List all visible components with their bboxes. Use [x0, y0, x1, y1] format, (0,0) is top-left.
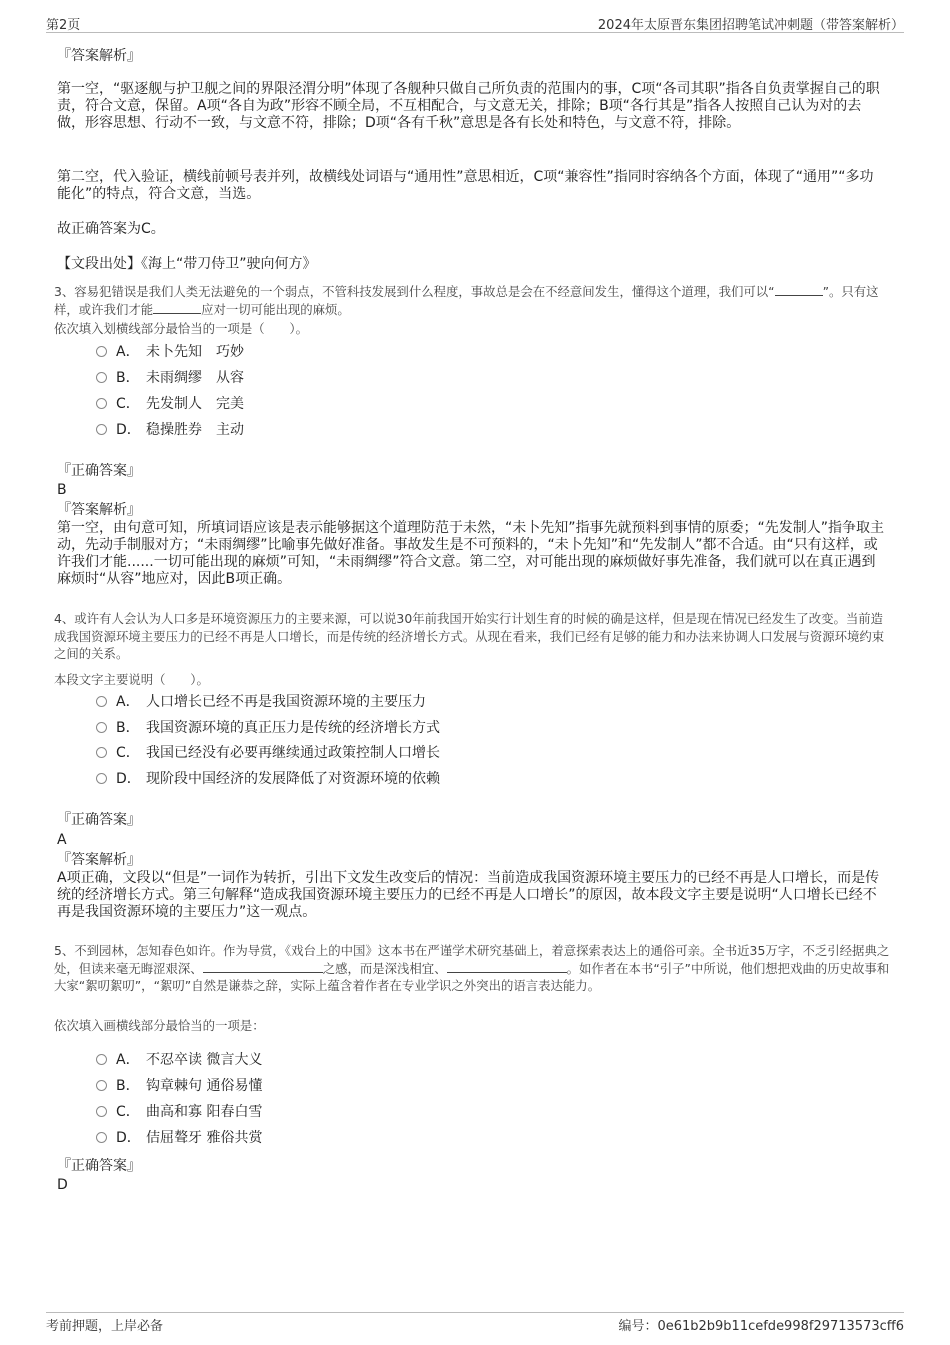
- q3-analysis-label: 『答案解析』: [57, 502, 141, 518]
- q5-option-d[interactable]: D． 佶屈聱牙 雅俗共赏: [96, 1128, 262, 1148]
- q3-option-d[interactable]: D． 稳操胜券 主动: [96, 420, 244, 440]
- radio-icon[interactable]: [96, 372, 107, 383]
- q4-analysis-label: 『答案解析』: [57, 852, 141, 868]
- radio-icon[interactable]: [96, 1132, 107, 1143]
- page-header: [46, 12, 904, 33]
- q5-option-a[interactable]: A． 不忍卒读 微言大义: [96, 1050, 262, 1070]
- radio-icon[interactable]: [96, 346, 107, 357]
- document-title: 2024年太原晋东集团招聘笔试冲刺题（带答案解析）: [597, 18, 904, 33]
- q5-stem: 5、不到园林，怎知春色如许。作为导赏，《戏台上的中国》这本书在严谨学术研究基础上，着意探索表达上的通俗可亲。全书近35万字，不乏引经据典之处，但读来毫无晦涩艰深、 之感，而是深浅相宜、 。如作者在本书“引子”中所说，他们想把戏曲的历史故事和大家“絮叨絮叨”，“絮叨”自然是谦恭之辞，实际上蕴含着作者在专业学识之外突出的语言表达能力。: [54, 943, 890, 993]
- radio-icon[interactable]: [96, 773, 107, 784]
- q4-stem: 4、或许有人会认为人口多是环境资源压力的主要来源，可以说30年前我国开始实行计划生育的时候的确是这样，但是现在情况已经发生了改变。当前造成我国资源环境主要压力的已经不再是人口增长，而是传统的经济增长方式。从现在看来，我们已经有足够的能力和办法来协调人口发展与资源环境约束之间的关系。: [54, 611, 885, 661]
- radio-icon[interactable]: [96, 696, 107, 707]
- q3-option-c[interactable]: C． 先发制人 完美: [96, 394, 244, 414]
- radio-icon[interactable]: [96, 424, 107, 435]
- q5-answer: D: [57, 1177, 68, 1193]
- q4-analysis: A项正确，文段以“但是”一词作为转折，引出下文发生改变后的情况：当前造成我国资源环境主要压力的已经不再是人口增长，而是传统的经济增长方式。第三句解释“造成我国资源环境主要压力的已经不再是人口增长”的原因，故本段文字主要是说明“人口增长已经不再是我国资源环境的主要压力”这一观点。: [57, 870, 880, 920]
- q5-answer-label: 『正确答案』: [57, 1158, 141, 1174]
- q2-source: 【文段出处】《海上“带刀侍卫”驶向何方》: [57, 256, 317, 272]
- q2-analysis-p1: 第一空，“驱逐舰与护卫舰之间的界限泾渭分明”体现了各舰种只做自己所负责的范围内的事，C项“各司其职”指各自负责掌握自己的职责，符合文意，保留。A项“各自为政”形容不顾全局，不互相配合，与文意无关，排除；B项“各行其是”指各人按照自己认为对的去做，形容思想、行动不一致，与文意不符，排除；D项“各有千秋”意思是各有长处和特色，与文意不符，排除。: [57, 81, 880, 131]
- q3-instruction: 依次填入划横线部分最恰当的一项是（ ）。: [54, 321, 309, 336]
- radio-icon[interactable]: [96, 1054, 107, 1065]
- q2-analysis-p2: 第二空，代入验证，横线前顿号表并列，故横线处词语与“通用性”意思相近，C项“兼容性”指同时容纳各个方面，体现了“通用”“多功能化”的特点，符合文意，当选。: [57, 169, 874, 202]
- radio-icon[interactable]: [96, 722, 107, 733]
- q4-option-a[interactable]: A． 人口增长已经不再是我国资源环境的主要压力: [96, 692, 426, 712]
- q5-option-c[interactable]: C． 曲高和寡 阳春白雪: [96, 1102, 262, 1122]
- footer-slogan: 考前押题，上岸必备: [46, 1319, 164, 1334]
- document-code: 编号：0e61b2b9b11cefde998f29713573cff6: [618, 1319, 904, 1334]
- radio-icon[interactable]: [96, 1106, 107, 1117]
- q5-option-b[interactable]: B． 钩章棘句 通俗易懂: [96, 1076, 262, 1096]
- q3-option-b[interactable]: B． 未雨绸缪 从容: [96, 368, 244, 388]
- q3-analysis: 第一空，由句意可知，所填词语应该是表示能够据这个道理防范于未然，“未卜先知”指事先就预料到事情的原委；“先发制人”指争取主动，先动手制服对方；“未雨绸缪”比喻事先做好准备。事故发生是不可预料的，“未卜先知”和“先发制人”都不合适。由“只有这样，或许我们才能......一切可能出现的麻烦”可知，“未雨绸缪”符合文意。第二空，对可能出现的麻烦做好事先准备，我们就可以在真正遇到麻烦时“从容”地应对，因此B项正确。: [57, 520, 885, 587]
- q4-answer: A: [57, 832, 67, 848]
- radio-icon[interactable]: [96, 747, 107, 758]
- page-footer: [46, 1312, 904, 1335]
- page-number: 第2页: [46, 18, 81, 33]
- radio-icon[interactable]: [96, 398, 107, 409]
- q3-answer: B: [57, 482, 67, 498]
- q4-option-d[interactable]: D． 现阶段中国经济的发展降低了对资源环境的依赖: [96, 769, 440, 789]
- q2-analysis-label: 『答案解析』: [57, 48, 141, 64]
- q3-option-a[interactable]: A． 未卜先知 巧妙: [96, 342, 244, 362]
- q2-conclusion: 故正确答案为C。: [57, 221, 165, 237]
- q3-stem: 3、容易犯错误是我们人类无法避免的一个弱点，不管科技发展到什么程度，事故总是会在不经意间发生，懂得这个道理，我们可以“ ”。只有这样，或许我们才能 应对一切可能出现的麻烦。: [54, 284, 879, 317]
- q4-answer-label: 『正确答案』: [57, 812, 141, 828]
- q3-answer-label: 『正确答案』: [57, 463, 141, 479]
- q4-option-b[interactable]: B． 我国资源环境的真正压力是传统的经济增长方式: [96, 718, 440, 738]
- q4-instruction: 本段文字主要说明（ ）。: [54, 672, 209, 687]
- radio-icon[interactable]: [96, 1080, 107, 1091]
- q4-option-c[interactable]: C． 我国已经没有必要再继续通过政策控制人口增长: [96, 743, 440, 763]
- q5-instruction: 依次填入画横线部分最恰当的一项是：: [54, 1018, 265, 1033]
